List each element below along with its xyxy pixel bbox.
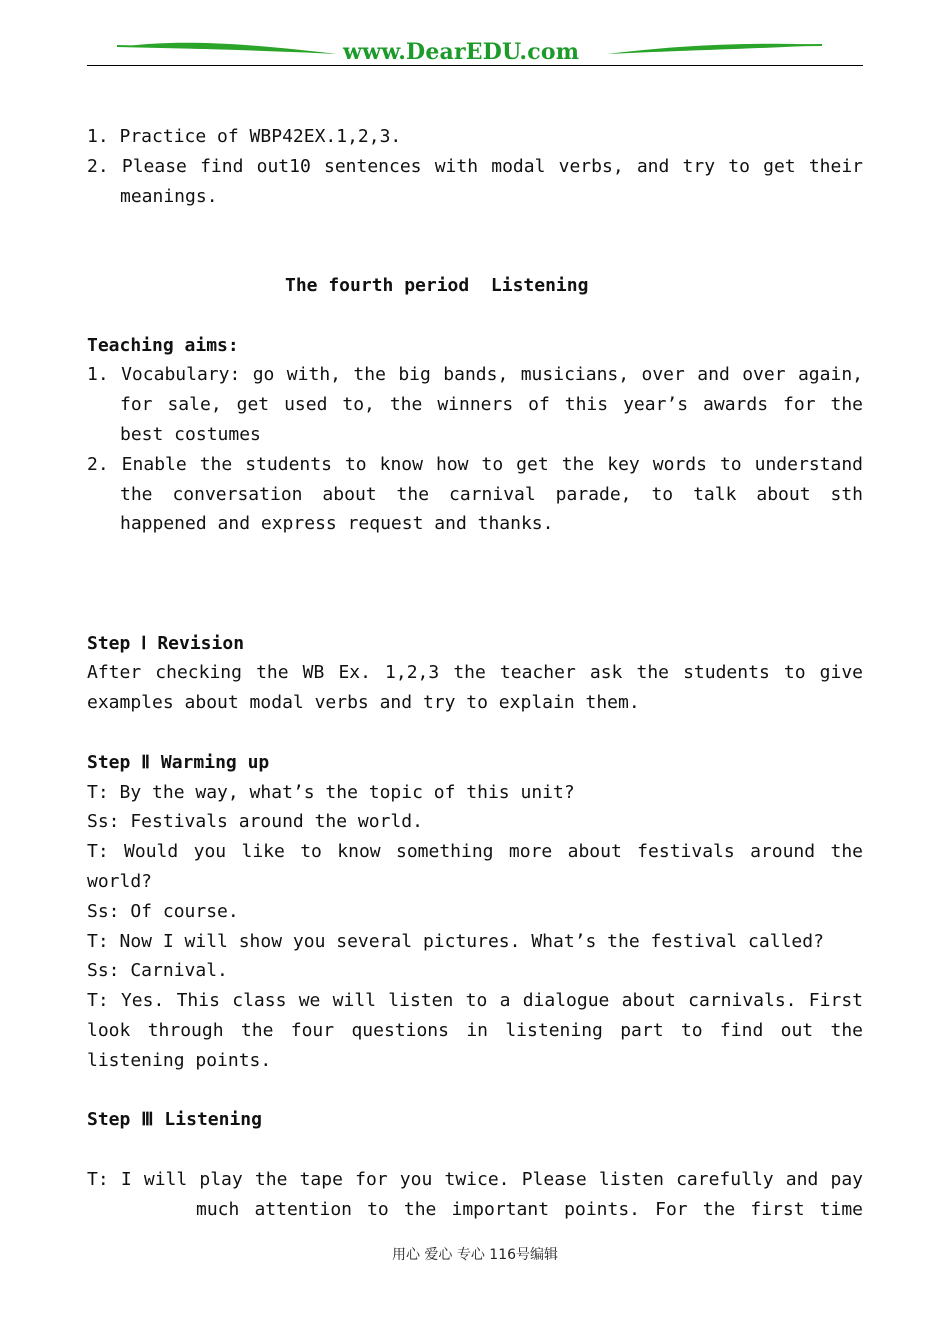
dialogue-line: look through the four questions in listening part to find out the bbox=[87, 1019, 863, 1041]
site-header bbox=[87, 36, 863, 68]
teaching-aims-heading: Teaching aims: bbox=[87, 334, 239, 356]
step3-line: much attention to the important points. For the first time bbox=[196, 1198, 863, 1220]
period-title: The fourth period Listening bbox=[285, 274, 589, 296]
dialogue-line: Ss: Carnival. bbox=[87, 960, 228, 982]
step3-line: T: I will play the tape for you twice. Please listen carefully and pay bbox=[87, 1168, 863, 1190]
dialogue-line: T: By the way, what’s the topic of this unit? bbox=[87, 781, 575, 803]
homework-item-2-cont: meanings. bbox=[120, 185, 218, 207]
aim-line: happened and express request and thanks. bbox=[120, 513, 554, 535]
aim-line: 1. Vocabulary: go with, the big bands, musicians, over and over again, bbox=[87, 364, 863, 386]
aim-line: 2. Enable the students to know how to get the key words to understand bbox=[87, 453, 863, 475]
dialogue-line: listening points. bbox=[87, 1049, 272, 1071]
dialogue-line: Ss: Festivals around the world. bbox=[87, 811, 423, 833]
aim-line: the conversation about the carnival parade, to talk about sth bbox=[120, 483, 863, 505]
site-logo-text: www.DearEDU.com bbox=[343, 39, 580, 65]
aim-line: for sale, get used to, the winners of this year’s awards for the bbox=[120, 394, 863, 416]
step1-heading: Step Ⅰ Revision bbox=[87, 632, 245, 654]
dialogue-line: T: Yes. This class we will listen to a dialogue about carnivals. First bbox=[87, 990, 863, 1012]
document-body bbox=[87, 122, 863, 1224]
step1-line: examples about modal verbs and try to explain them. bbox=[87, 692, 640, 714]
homework-item-1: 1. Practice of WBP42EX.1,2,3. bbox=[87, 126, 402, 147]
step2-heading: Step Ⅱ Warming up bbox=[87, 751, 270, 773]
step1-line: After checking the WB Ex. 1,2,3 the teacher ask the students to give bbox=[87, 662, 863, 684]
dialogue-line: T: Now I will show you several pictures. What’s the festival called? bbox=[87, 930, 824, 952]
homework-item-2: 2. Please find out10 sentences with modal verbs, and try to get their bbox=[87, 155, 863, 177]
dialogue-line: Ss: Of course. bbox=[87, 900, 239, 922]
dialogue-line: T: Would you like to know something more about festivals around the bbox=[87, 841, 863, 863]
step3-heading: Step Ⅲ Listening bbox=[87, 1109, 262, 1131]
page-footer: 用心 爱心 专心 116号编辑 bbox=[391, 1247, 559, 1263]
dialogue-line: world? bbox=[87, 870, 153, 892]
header-rule bbox=[87, 65, 863, 66]
aim-line: best costumes bbox=[120, 423, 261, 445]
